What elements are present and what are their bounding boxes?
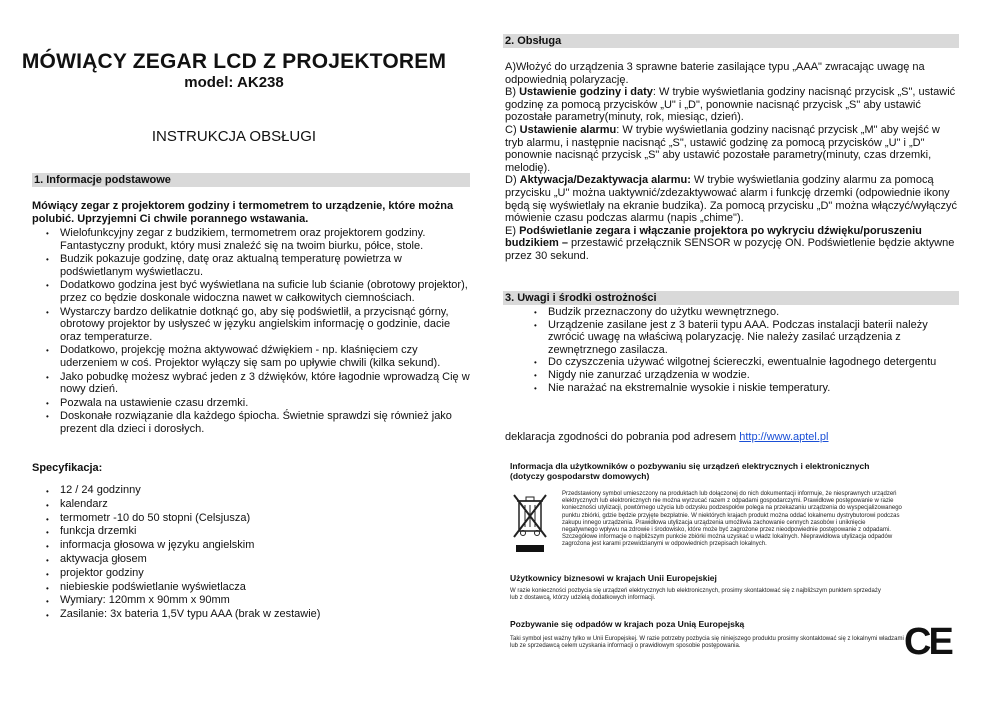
list-item: • Budzik pokazuje godzinę, datę oraz aktualną temperaturę powietrza w podświetlanym wyświetlaczu. bbox=[60, 253, 472, 278]
business-body: W razie konieczności pozbycia się urządzeń elektrycznych lub elektronicznych, prosimy skontaktować się z najbliższym punktem sprzedaży lub z dostawcą, którzy udzielą dodatkowych informacji. bbox=[510, 588, 881, 602]
step-b-label: Ustawienie godziny i daty bbox=[519, 86, 653, 99]
list-item: • 12 / 24 godzinny bbox=[60, 484, 470, 498]
feature-list bbox=[60, 227, 472, 436]
list-item: • Dodatkowo, projekcję można aktywować dźwiękiem - np. klaśnięciem czy uderzeniem w coś. Projektor wyłączy się sam po upływie chwili (kilka sekund). bbox=[60, 344, 472, 369]
section1-heading: 1. Informacje podstawowe bbox=[32, 173, 470, 187]
step-d-text: W trybie wyświetlania godziny alarmu za pomocą przycisku „U" można uaktywnić/zdezaktywować alarm i funkcję drzemki (odpowiednie ikony będą się wyświetlały na ekranie budzika). Za pomocą przycisku „D" można włączyć/wyłączyć mówienie czasu podczas alarmu (napis „chime"). bbox=[505, 174, 958, 225]
business-heading: Użytkownicy biznesowi w krajach Unii Europejskiej bbox=[510, 573, 717, 583]
ce-mark-icon: CE bbox=[904, 621, 951, 663]
list-item: • Wystarczy bardzo delikatnie dotknąć go, aby się podświetlił, a przycisnąć górny, obrotowy projektor by usłyszeć w języku angielskim informację o godzinie, dacie oraz temperaturze. bbox=[60, 306, 472, 344]
document-title: MÓWIĄCY ZEGAR LCD Z PROJEKTOREM bbox=[21, 50, 447, 73]
list-item: • informacja głosowa w języku angielskim bbox=[60, 539, 470, 553]
list-item: • Pozwala na ustawienie czasu drzemki. bbox=[60, 397, 472, 410]
step-a: A)Włożyć do urządzenia 3 sprawne baterie zasilające typu „AAA" zwracając uwagę na odpowiednią polaryzację. bbox=[505, 61, 925, 86]
declaration-text: deklaracja zgodności do pobrania pod adresem bbox=[505, 431, 740, 443]
declaration-line bbox=[505, 431, 959, 444]
step-d-label: Aktywacja/Dezaktywacja alarmu: bbox=[519, 174, 691, 187]
section2-heading: 2. Obsługa bbox=[503, 34, 959, 48]
declaration-link[interactable]: http://www.aptel.pl bbox=[739, 431, 829, 443]
step-e-text: przestawić przełącznik SENSOR w pozycję ON. Podświetlenie będzie aktywne przez 30 sekund. bbox=[505, 237, 955, 262]
list-item: • Budzik przeznaczony do użytku wewnętrznego. bbox=[548, 306, 958, 319]
instruction-heading: INSTRUKCJA OBSŁUGI bbox=[151, 128, 317, 145]
operation-text bbox=[505, 61, 959, 263]
list-item: • Urządzenie zasilane jest z 3 baterii typu AAA. Podczas instalacji baterii należy zwrócić uwagę na właściwą polaryzację. Nie należy zasilać urządzenia z zewnętrznego zasilacza. bbox=[548, 319, 958, 357]
list-item: • Nie narażać na ekstremalnie wysokie i niskie temperatury. bbox=[548, 382, 958, 395]
list-item: • Wymiary: 120mm x 90mm x 90mm bbox=[60, 594, 470, 608]
step-b-text: : W trybie wyświetlania godziny nacisnąć przycisk „S", ustawić godzinę za pomocą przycisków „U" i „D", ponownie nacisnąć przycisk „S" aby ustawić pozostałe parametry(minuty, rok, miesiąc, dzień). bbox=[505, 86, 956, 124]
step-c: C) Ustawienie alarmu: W trybie wyświetlania godziny nacisnąć przycisk „M" aby wejść w tryb alarmu, i następnie nacisnąć „S", ustawić godzinę za pomocą przycisków „U" i „D" ponownie nacisnąć przycisk „S" aby ustawić pozostałe parametry(minuty, czas drzemki, melodię). bbox=[505, 123, 940, 174]
list-item: • niebieskie podświetlanie wyświetlacza bbox=[60, 581, 470, 595]
step-b: B) Ustawienie godziny i daty: W trybie wyświetlania godziny nacisnąć przycisk „S", ustawić godzinę za pomocą przycisków „U" i „D", ponownie nacisnąć przycisk „S" aby ustawić pozostałe parametry(minuty, rok, miesiąc, dzień). bbox=[505, 86, 956, 124]
section1-intro: Mówiący zegar z projektorem godziny i termometrem to urządzenie, które można polubić. Uprzyjemni Ci chwile porannego wstawania. bbox=[32, 200, 454, 225]
model-number: model: AK238 bbox=[184, 74, 284, 91]
list-item: • kalendarz bbox=[60, 498, 470, 512]
step-c-text: : W trybie wyświetlania godziny nacisnąć przycisk „M" aby wejść w tryb alarmu, i następnie nacisnąć „S", ustawić godzinę za pomocą przycisków „U" i „D" ponownie nacisnąć przycisk „S" aby ustawić pozostałe parametry(minuty, czas drzemki, melodię). bbox=[505, 123, 940, 174]
disposal-heading: Informacja dla użytkowników o pozbywaniu się urządzeń elektrycznych i elektronicznych (dotyczy gospodarstw domowych) bbox=[510, 461, 870, 481]
list-item: • Wielofunkcyjny zegar z budzikiem, termometrem oraz projektorem godziny. Fantastyczny produkt, który musi znaleźć się na twoim biurku, półce, stole. bbox=[60, 227, 472, 252]
spec-list bbox=[60, 484, 470, 622]
safety-list bbox=[548, 306, 958, 394]
spec-label: Specyfikacja: bbox=[32, 462, 103, 474]
outside-eu-body: Taki symbol jest ważny tylko w Unii Europejskej. W razie potrzeby pozbycia się niniejszego produktu prosimy skontaktować się z lokalnymi władzami lub ze sprzedawcą celem uzyskania informacji o prawidłowym sposobie postępowania. bbox=[510, 636, 904, 650]
list-item: • termometr -10 do 50 stopni (Celsjusza) bbox=[60, 512, 470, 526]
step-d: D) Aktywacja/Dezaktywacja alarmu: W trybie wyświetlania godziny alarmu za pomocą przycisku „U" można uaktywnić/zdezaktywować alarm i funkcję drzemki (odpowiednie ikony będą się wyświetlały na ekranie budzika). Za pomocą przycisku „D" można włączyć/wyłączyć mówienie czasu podczas alarmu (napis „chime"). bbox=[505, 174, 958, 225]
step-e: E) Podświetlanie zegara i włączanie projektora po wykryciu dźwięku/poruszeniu budzikiem – przestawić przełącznik SENSOR w pozycję ON. Podświetlenie będzie aktywne przez 30 sekund. bbox=[505, 224, 955, 262]
step-e-label: Podświetlanie zegara i włączanie projektora po wykryciu dźwięku/poruszeniu budzikiem – bbox=[505, 224, 922, 250]
list-item: • projektor godziny bbox=[60, 567, 470, 581]
outside-eu-heading: Pozbywanie się odpadów w krajach poza Unią Europejską bbox=[510, 619, 745, 629]
step-c-label: Ustawienie alarmu bbox=[519, 123, 617, 136]
list-item: • Dodatkowo godzina jest być wyświetlana na suficie lub ścianie (obrotowy projektor), przez co będzie doskonale widoczna nawet w całkowitych ciemnościach. bbox=[60, 279, 472, 304]
list-item: • Jako pobudkę możesz wybrać jeden z 3 dźwięków, które łagodnie wprowadzą Cię w nowy dzień. bbox=[60, 371, 472, 396]
list-item: • aktywacja głosem bbox=[60, 553, 470, 567]
list-item: • Do czyszczenia używać wilgotnej ściereczki, ewentualnie łagodnego detergentu bbox=[548, 356, 958, 369]
section3-heading: 3. Uwagi i środki ostrożności bbox=[503, 291, 959, 305]
list-item: • Zasilanie: 3x bateria 1,5V typu AAA (brak w zestawie) bbox=[60, 608, 470, 622]
list-item: • funkcja drzemki bbox=[60, 525, 470, 539]
list-item: • Nigdy nie zanurzać urządzenia w wodzie. bbox=[548, 369, 958, 382]
list-item: • Doskonałe rozwiązanie dla każdego śpiocha. Świetnie sprawdzi się również jako prezent dla dzieci i dorosłych. bbox=[60, 410, 472, 435]
disposal-body: Przedstawiony symbol umieszczony na produktach lub dołączonej do nich dokumentacji informuje, że niesprawnych urządzeń elektrycznych lub elektronicznych nie można wyrzucać razem z odpadami gospodarczymi. Prawidłowe postępowanie w razie konieczności utylizacji, powtórnego użycia lub odzysku podzespołów polega na przekazaniu urządzenia do wyspecjalizowanego punktu zbiórki, gdzie będzie przyjęte bezpłatnie. W niektórych krajach produkt można oddać lokalnemu dystrybutorowi podczas zakupu innego urządzenia. Prawidłowa utylizacja urządzenia umożliwia zachowanie cennych zasobów i uniknięcie negatywnego wpływu na zdrowie i środowisko, które może być zagrożone przez nieodpowiednie postępowanie z odpadami. Szczegółowe informacje o najbliższym punkcie zbiórki można uzyskać u władz lokalnych. Nieprawidłowa utylizacja odpadów zagrożona jest karami przewidzianymi w odpowiednich przepisach lokalnych. bbox=[562, 491, 902, 548]
crossed-bin-icon bbox=[512, 491, 548, 555]
